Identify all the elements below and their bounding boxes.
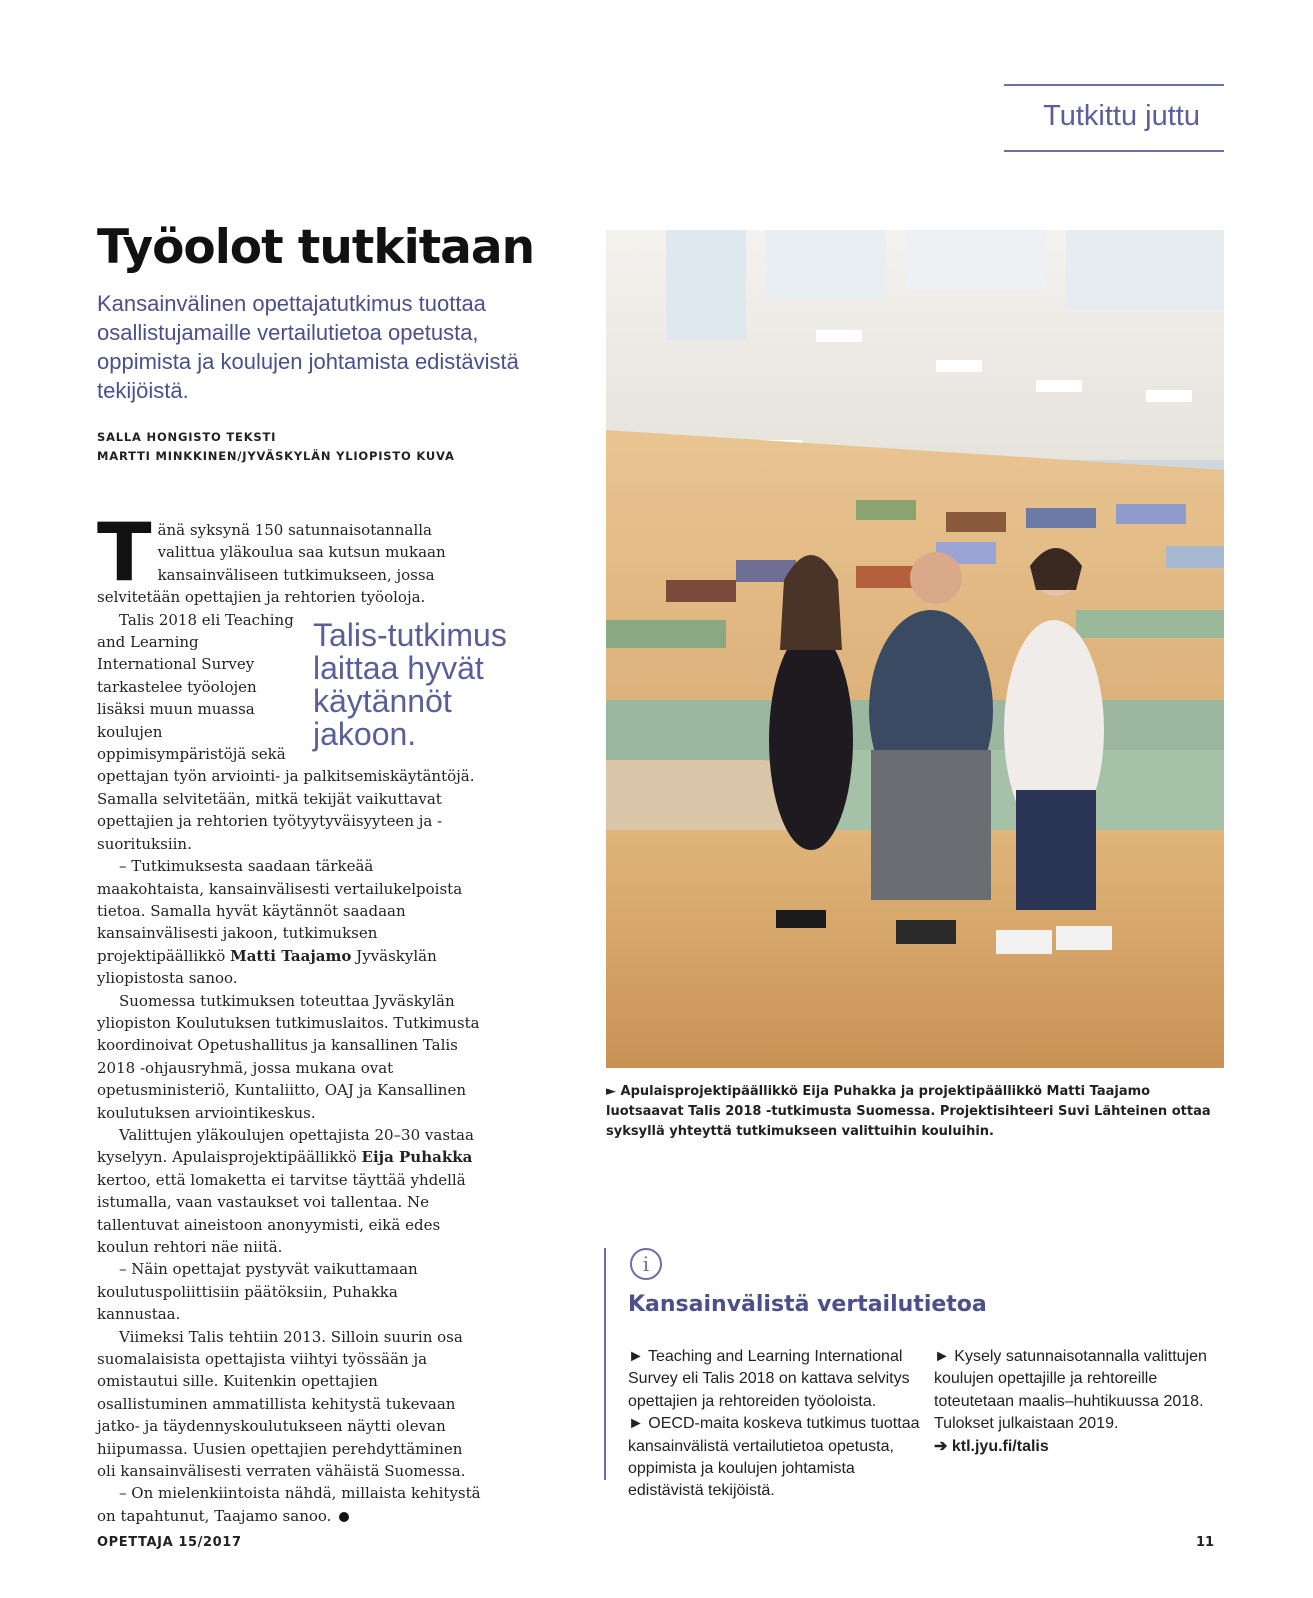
photo-caption: ► Apulaisprojektipäällikkö Eija Puhakka ja projektipäällikkö Matti Taajamo luotsaavat Talis 2018 -tutkimusta Suomessa. Projektisihteeri Suvi Lähteinen ottaa syksyllä yhteyttä tutkimukseen valittuihin kouluihin. [606,1084,1211,1139]
lead-paragraph: Kansainvälinen opettajatutkimus tuottaa osallistujamaille vertailutietoa opetusta, oppimista ja koulujen johtamista edistävistä tekijöistä. [97,291,519,403]
section-tag-label: Tutkittu juttu [1043,100,1200,132]
info-column-2 [934,1346,1230,1458]
info-link[interactable] [934,1436,1230,1458]
article-body [97,506,507,1527]
page-number: 11 [1196,1535,1215,1550]
body-paragraph-7: Viimeksi Talis tehtiin 2013. Silloin suurin osa suomalaisista opettajista viihtyi työssään ja omistautui sille. Kuitenkin opettajien osallistuminen ammatillista kehitystä tukevaan jatko- ja täydennyskoulutukseen näytti olevan hiipumassa. Uusien opettajien perehdyttäminen oli kansainvälisesti verraten vähäistä Suomessa. [97,1327,466,1481]
body-paragraph-3 [97,855,483,989]
body-paragraph-8 [97,1482,483,1527]
article-photo [606,230,1224,1068]
body-paragraph-6: – Näin opettajat pystyvät vaikuttamaan koulutuspoliittisiin päätöksiin, Puhakka kannustaa. [97,1260,418,1324]
body-paragraph-2: Talis 2018 eli Teaching and Learning International Survey tarkastelee työolojen lisäksi muun muassa koulujen oppimisympäristöjä sekä opettajan työn arviointi- ja palkitsemiskäytäntöjä. Samalla selvitetään, mitkä tekijät vaikuttavat opettajien ja rehtorien työtyytyväisyyteen ja -suorituksiin. [97,610,475,853]
body-paragraph-5-start: Valittujen yläkoulujen opettajista 20–30 vastaa kyselyyn. Apulaisprojektipäällikkö [97,1125,474,1167]
body-paragraph-4: Suomessa tutkimuksen toteuttaa Jyväskylän yliopiston Koulutuksen tutkimuslaitos. Tutkimusta koordinoivat Opetushallitus ja kansallinen Talis 2018 -ohjausryhmä, jossa mukana ovat opetusministeriö, Kuntaliitto, OAJ ja Kansallinen koulutuksen arviointikeskus. [97,991,480,1122]
pullquote: Talis-tutkimus laittaa hyvät käytännöt jakoon. [313,616,507,752]
info-item-3: ► Kysely satunnaisotannalla valittujen koulujen opettajille ja rehtoreille toteutetaan maalis–huhtikuussa 2018. Tulokset julkaistaan 2019. [934,1348,1207,1433]
credits [97,428,455,466]
info-link-text[interactable]: ➔ ktl.jyu.fi/talis [934,1437,1049,1455]
info-item-2: ► OECD-maita koskeva tutkimus tuottaa kansainvälistä vertailutietoa opetusta, oppimista ja koulujen johtamista edistävistä tekijöistä. [628,1415,920,1500]
publication-footer: OPETTAJA 15/2017 [97,1535,242,1550]
info-box-title: Kansainvälistä vertailutietoa [628,1292,987,1317]
info-icon: i [630,1248,662,1280]
section-tag [1004,84,1224,152]
info-column-1 [628,1346,924,1503]
info-box [604,1248,1226,1500]
person-name-puhakka: Eija Puhakka [361,1148,473,1167]
person-name-taajamo: Matti Taajamo [230,946,352,965]
photo-illustration [606,230,1224,1068]
body-paragraph-3-start: – Tutkimuksesta saadaan tärkeää maakohtaista, kansainvälisesti vertailukelpoista tietoa. Samalla hyvät käytännöt saadaan kansainvälisesti jakoon, tutkimuksen projektipäällikkö [97,857,463,965]
body-paragraph-5 [97,1124,483,1258]
body-paragraph-3-end: Jyväskylän yliopistosta sanoo. [97,946,437,988]
body-paragraph-5-end: kertoo, että lomaketta ei tarvitse täyttää yhdellä istumalla, vaan vastaukset voi tallentaa. Ne tallentuvat aineistoon anonyymisti, eikä edes koulun rehtori näe niitä. [97,1170,466,1256]
body-paragraph-1: Tänä syksynä 150 satunnaisotannalla valittua yläkoulua saa kutsun mukaan kansainväliseen tutkimukseen, jossa selvitetään opettajien ja rehtorien työoloja. [97,506,446,607]
headline: Työolot tutkitaan [97,220,535,275]
end-mark-icon [339,1512,349,1522]
text-credit: SALLA HONGISTO TEKSTI [97,430,277,444]
photo-credit: MARTTI MINKKINEN/JYVÄSKYLÄN YLIOPISTO KUVA [97,449,455,463]
info-item-1: ► Teaching and Learning International Survey eli Talis 2018 on kattava selvitys opettajien ja rehtoreiden työoloista. [628,1348,910,1410]
body-paragraph-8-text: – On mielenkiintoista nähdä, millaista kehitystä on tapahtunut, Taajamo sanoo. [97,1484,481,1525]
